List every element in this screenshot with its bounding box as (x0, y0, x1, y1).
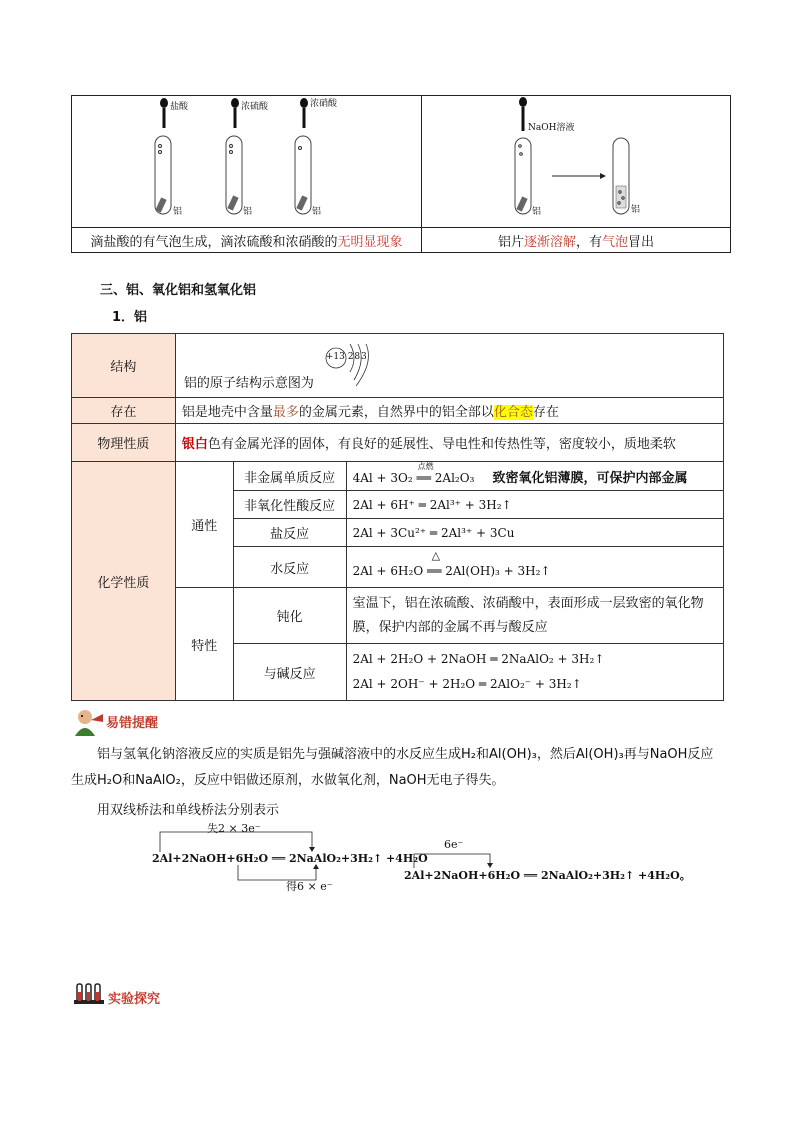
reaction-eq-nonmetal-cell (346, 462, 723, 491)
existence-highlight-compound: 化合态 (493, 405, 533, 420)
double-bridge-gain: 得6 × e⁻ (286, 880, 333, 893)
naoh-label: NaOH溶液 (528, 123, 575, 133)
reagent-label-3: 浓硝酸 (310, 99, 338, 109)
header-structure: 结构 (72, 334, 176, 398)
tube-naoh-before (515, 97, 531, 214)
row-chem-1 (72, 462, 724, 491)
teacher-icon (71, 708, 105, 736)
condition-heat: △ (431, 549, 441, 562)
single-bridge-equation: 2Al+2NaOH+6H₂O ══ 2NaAlO₂+3H₂↑ +4H₂O。 (404, 869, 691, 882)
aluminum-properties-table (71, 333, 724, 701)
reaction-name-acid: 非氧化性酸反应 (233, 491, 346, 519)
reagent-label-1: 盐酸 (170, 102, 189, 112)
acid-caption (72, 228, 422, 253)
metal-label-3: 铝 (312, 207, 322, 217)
reaction-eq-water: 2Al + 6H₂O ══ 2Al(OH)₃ + 3H₂↑ (352, 563, 551, 578)
naoh-tubes-figure (422, 96, 731, 228)
double-bridge-lose: 失2 × 3e⁻ (207, 822, 261, 835)
reaction-name-passivation: 钝化 (233, 588, 346, 644)
single-bridge-electrons: 6e⁻ (444, 838, 464, 851)
naoh-caption-b: 逐渐溶解 (523, 234, 576, 250)
tube-h2so4 (226, 98, 242, 214)
reaction-name-water: 水反应 (233, 547, 346, 588)
reaction-eq-water-cell (346, 547, 723, 588)
tube-hcl (155, 98, 171, 214)
tip-paragraph: 铝与氢氧化钠溶液反应的实质是铝先与强碱溶液中的水反应生成H₂和Al(OH)₃，然后Al(OH)₃再与NaOH反应生成H₂O和NaAlO₂，反应中铝做还原剂，水做氧化剂，NaOH无电子得失。 (71, 747, 714, 788)
header-existence: 存在 (72, 398, 176, 424)
structure-text: 铝的原子结构示意图为 (183, 376, 314, 391)
single-bridge-diagram (404, 834, 691, 884)
reaction-eq-acid: 2Al + 6H⁺ ═ 2Al³⁺ + 3H₂↑ (346, 491, 723, 519)
base-reaction-cell (346, 644, 723, 701)
existence-cell (175, 398, 723, 424)
label-special: 特性 (175, 588, 233, 701)
bridge-intro: 用双线桥法和单线桥法分别表示 (97, 803, 280, 818)
naoh-caption (422, 228, 731, 253)
experiment-title: 实验探究 (108, 992, 161, 1007)
reagent-label-2: 浓硫酸 (241, 102, 269, 112)
passivation-text: 室温下，铝在浓硫酸、浓硝酸中，表面形成一层致密的氧化物膜，保护内部的金属不再与酸反应 (346, 588, 723, 644)
atom-diagram-icon (324, 340, 384, 390)
subsection-title: 1．铝 (112, 310, 148, 325)
existence-text-c: 的金属元素，自然界中的铝全部以 (298, 405, 494, 420)
row-structure (72, 334, 724, 398)
physical-color-highlight: 银白 (181, 437, 208, 452)
existence-text-e: 存在 (532, 405, 559, 420)
reaction-name-salt: 盐反应 (233, 519, 346, 547)
header-chemical: 化学性质 (72, 462, 176, 701)
row-physical (72, 424, 724, 462)
experiment-figure-table (71, 95, 731, 253)
acid-tubes-figure (72, 96, 422, 228)
atom-nucleus-charge: +13 (325, 352, 345, 362)
metal-label-5: 铝 (631, 205, 641, 215)
existence-highlight-most: 最多 (272, 405, 299, 420)
condition-ignite: 点燃 (417, 462, 434, 471)
tube-hno3 (295, 98, 311, 214)
tube-naoh-after (613, 138, 629, 214)
test-tubes-naoh-illustration (422, 96, 730, 223)
reaction-eq-base-1: 2Al + 2H₂O + 2NaOH ═ 2NaAlO₂ + 3H₂↑ (352, 652, 605, 666)
reaction-eq-salt: 2Al + 3Cu²⁺ ═ 2Al³⁺ + 3Cu (346, 519, 723, 547)
double-bridge-equation: 2Al+2NaOH+6H₂O ══ 2NaAlO₂+3H₂↑ +4H₂O (152, 852, 428, 865)
reaction-name-nonmetal: 非金属单质反应 (233, 462, 346, 491)
naoh-caption-d: 气泡 (602, 234, 629, 250)
naoh-caption-c: ，有 (575, 234, 602, 250)
row-existence (72, 398, 724, 424)
metal-label-4: 铝 (532, 207, 542, 217)
section-title: 三、铝、氧化铝和氢氧化铝 (100, 283, 257, 298)
metal-label-2: 铝 (243, 207, 253, 217)
acid-caption-highlight: 无明显现象 (337, 234, 403, 250)
reaction-eq-nonmetal: 4Al + 3O₂ ══ 2Al₂O₃ (352, 470, 475, 485)
existence-text-a: 铝是地壳中含量 (181, 405, 273, 420)
naoh-caption-e: 冒出 (628, 234, 655, 250)
test-tube-rack-icon (74, 982, 104, 1006)
naoh-caption-a: 铝片 (497, 234, 524, 250)
structure-cell (175, 334, 723, 398)
physical-cell (175, 424, 723, 462)
reaction-eq-base-2: 2Al + 2OH⁻ + 2H₂O ═ 2AlO₂⁻ + 3H₂↑ (352, 677, 582, 691)
double-bridge-diagram (152, 820, 428, 893)
physical-text: 色有金属光泽的固体，有良好的延展性、导电性和传热性等，密度较小，质地柔软 (207, 437, 676, 452)
reaction-arrow (552, 173, 606, 179)
label-general: 通性 (175, 462, 233, 588)
atom-shell-electrons: 2 8 3 (347, 352, 366, 362)
reaction-name-base: 与碱反应 (233, 644, 346, 701)
header-physical: 物理性质 (72, 424, 176, 462)
reaction-note-nonmetal: 致密氧化铝薄膜，可保护内部金属 (492, 470, 688, 486)
acid-caption-text: 滴盐酸的有气泡生成，滴浓硫酸和浓硝酸的 (90, 234, 338, 250)
metal-label-1: 铝 (173, 207, 183, 217)
tip-title: 易错提醒 (106, 716, 159, 731)
